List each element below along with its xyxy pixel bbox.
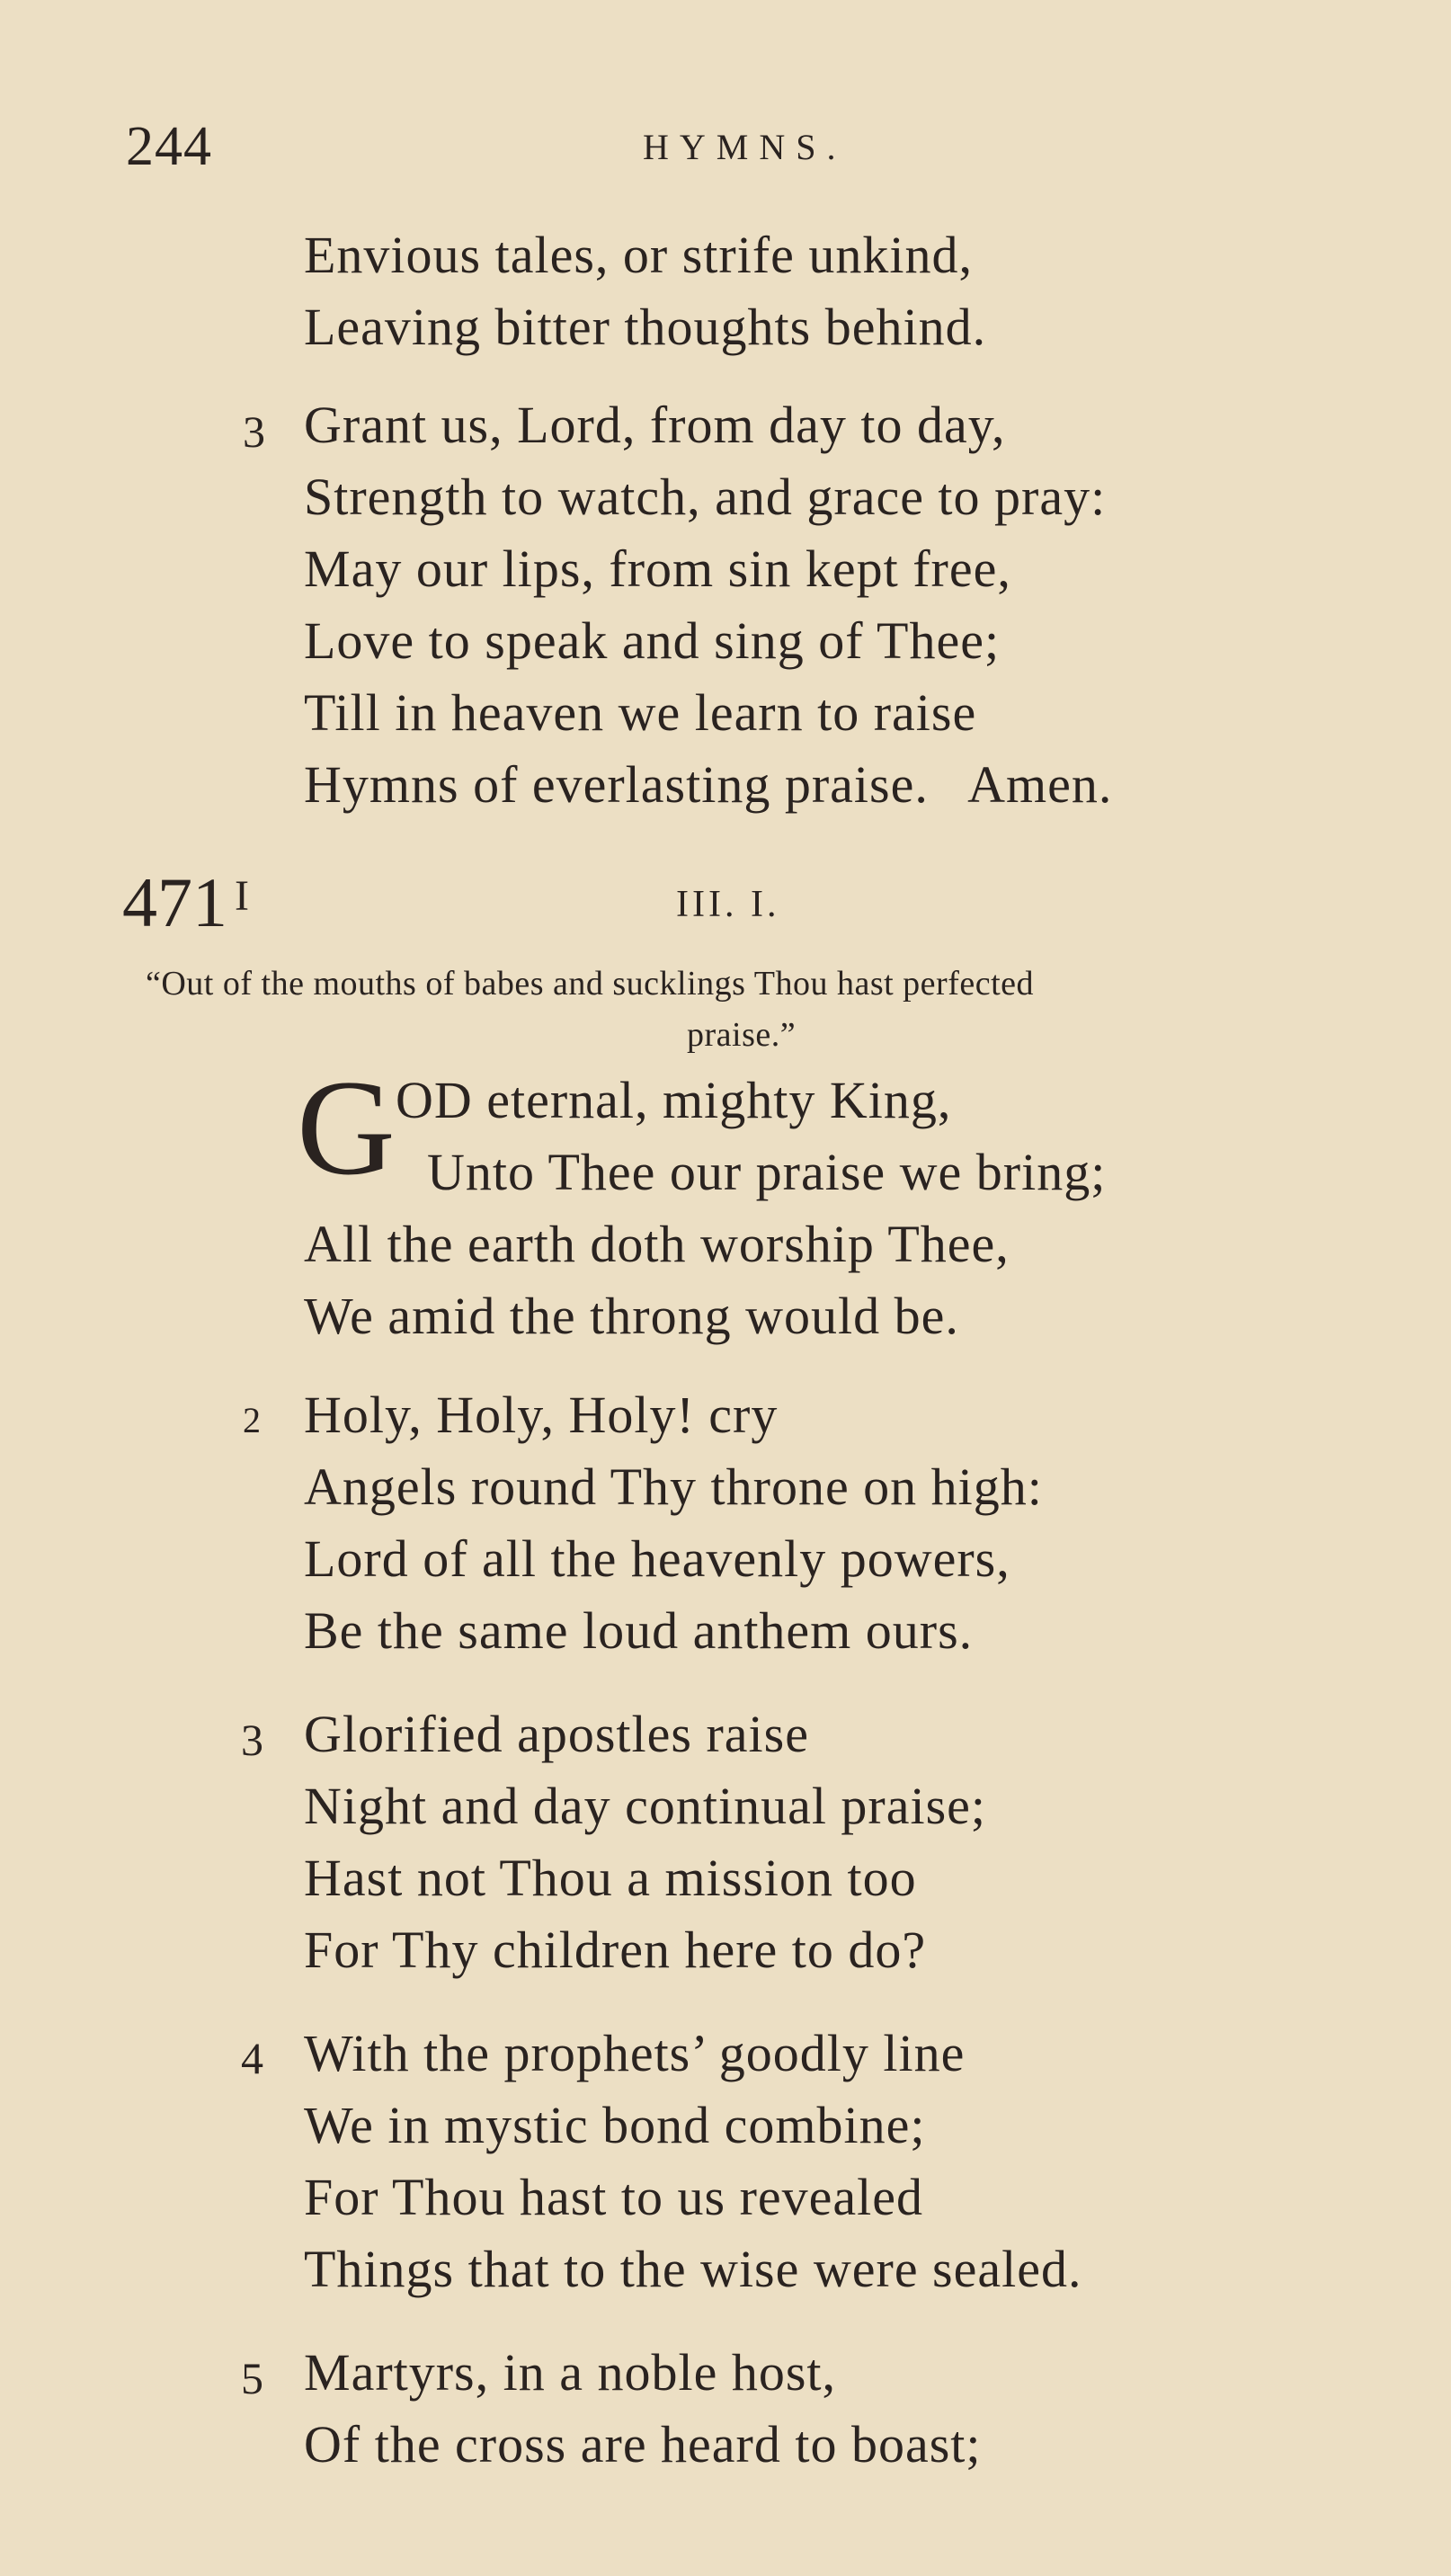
verse-line: Love to speak and sing of Thee; xyxy=(304,611,1001,670)
stanza-number: 5 xyxy=(241,2353,263,2403)
stanza-number: 2 xyxy=(243,1400,261,1440)
verse-line: Strength to watch, and grace to pray: xyxy=(304,468,1107,526)
stanza-number: 3 xyxy=(241,1715,263,1765)
running-head: HYMNS. xyxy=(643,127,847,167)
hymn-number-superscript: I xyxy=(235,872,249,920)
verse-line: Envious tales, or strife unkind, xyxy=(304,226,974,284)
verse-line: Lord of all the heavenly powers, xyxy=(304,1529,1010,1588)
epigraph-line: “Out of the mouths of babes and sucklings Thou hast perfected xyxy=(146,965,1035,1003)
verse-line: Unto Thee our praise we bring; xyxy=(427,1143,1107,1201)
verse-line: Leaving bitter thoughts behind. xyxy=(304,298,987,356)
verse-line: Angels round Thy throne on high: xyxy=(304,1457,1043,1516)
hymn-number-value: 471 xyxy=(122,863,227,941)
page-number: 244 xyxy=(126,116,212,177)
verse-line: Hymns of everlasting praise. Amen. xyxy=(304,755,1113,814)
verse-line: For Thou hast to us revealed xyxy=(304,2168,923,2226)
verse-line: Holy, Holy, Holy! cry xyxy=(304,1386,779,1444)
verse-line: Till in heaven we learn to raise xyxy=(304,683,977,742)
stanza-number: 4 xyxy=(241,2033,263,2083)
verse-line: Hast not Thou a mission too xyxy=(304,1849,917,1907)
verse-line: Grant us, Lord, from day to day, xyxy=(304,396,1006,454)
epigraph-line: praise.” xyxy=(687,1016,797,1054)
verse-line: OD eternal, mighty King, xyxy=(396,1071,952,1129)
verse-line: Of the cross are heard to boast; xyxy=(304,2415,982,2473)
verse-line: All the earth doth worship Thee, xyxy=(304,1215,1010,1273)
page-header xyxy=(0,106,1451,178)
verse-line: Be the same loud anthem ours. xyxy=(304,1601,974,1660)
verse-line: Night and day continual praise; xyxy=(304,1777,987,1835)
hymn-meter: III. I. xyxy=(676,884,780,925)
verse-line: We in mystic bond combine; xyxy=(304,2096,926,2154)
verse-line: Things that to the wise were sealed. xyxy=(304,2240,1082,2298)
verse-line: Martyrs, in a noble host, xyxy=(304,2343,837,2402)
verse-line: We amid the throng would be. xyxy=(304,1287,959,1345)
verse-line: For Thy children here to do? xyxy=(304,1921,927,1979)
hymn-number xyxy=(122,863,249,941)
verse-line: May our lips, from sin kept free, xyxy=(304,539,1011,598)
verse-line: With the prophets’ goodly line xyxy=(304,2024,966,2082)
verse-line: Glorified apostles raise xyxy=(304,1705,809,1763)
stanza-number: 3 xyxy=(243,406,265,457)
drop-cap: G xyxy=(297,1052,396,1203)
